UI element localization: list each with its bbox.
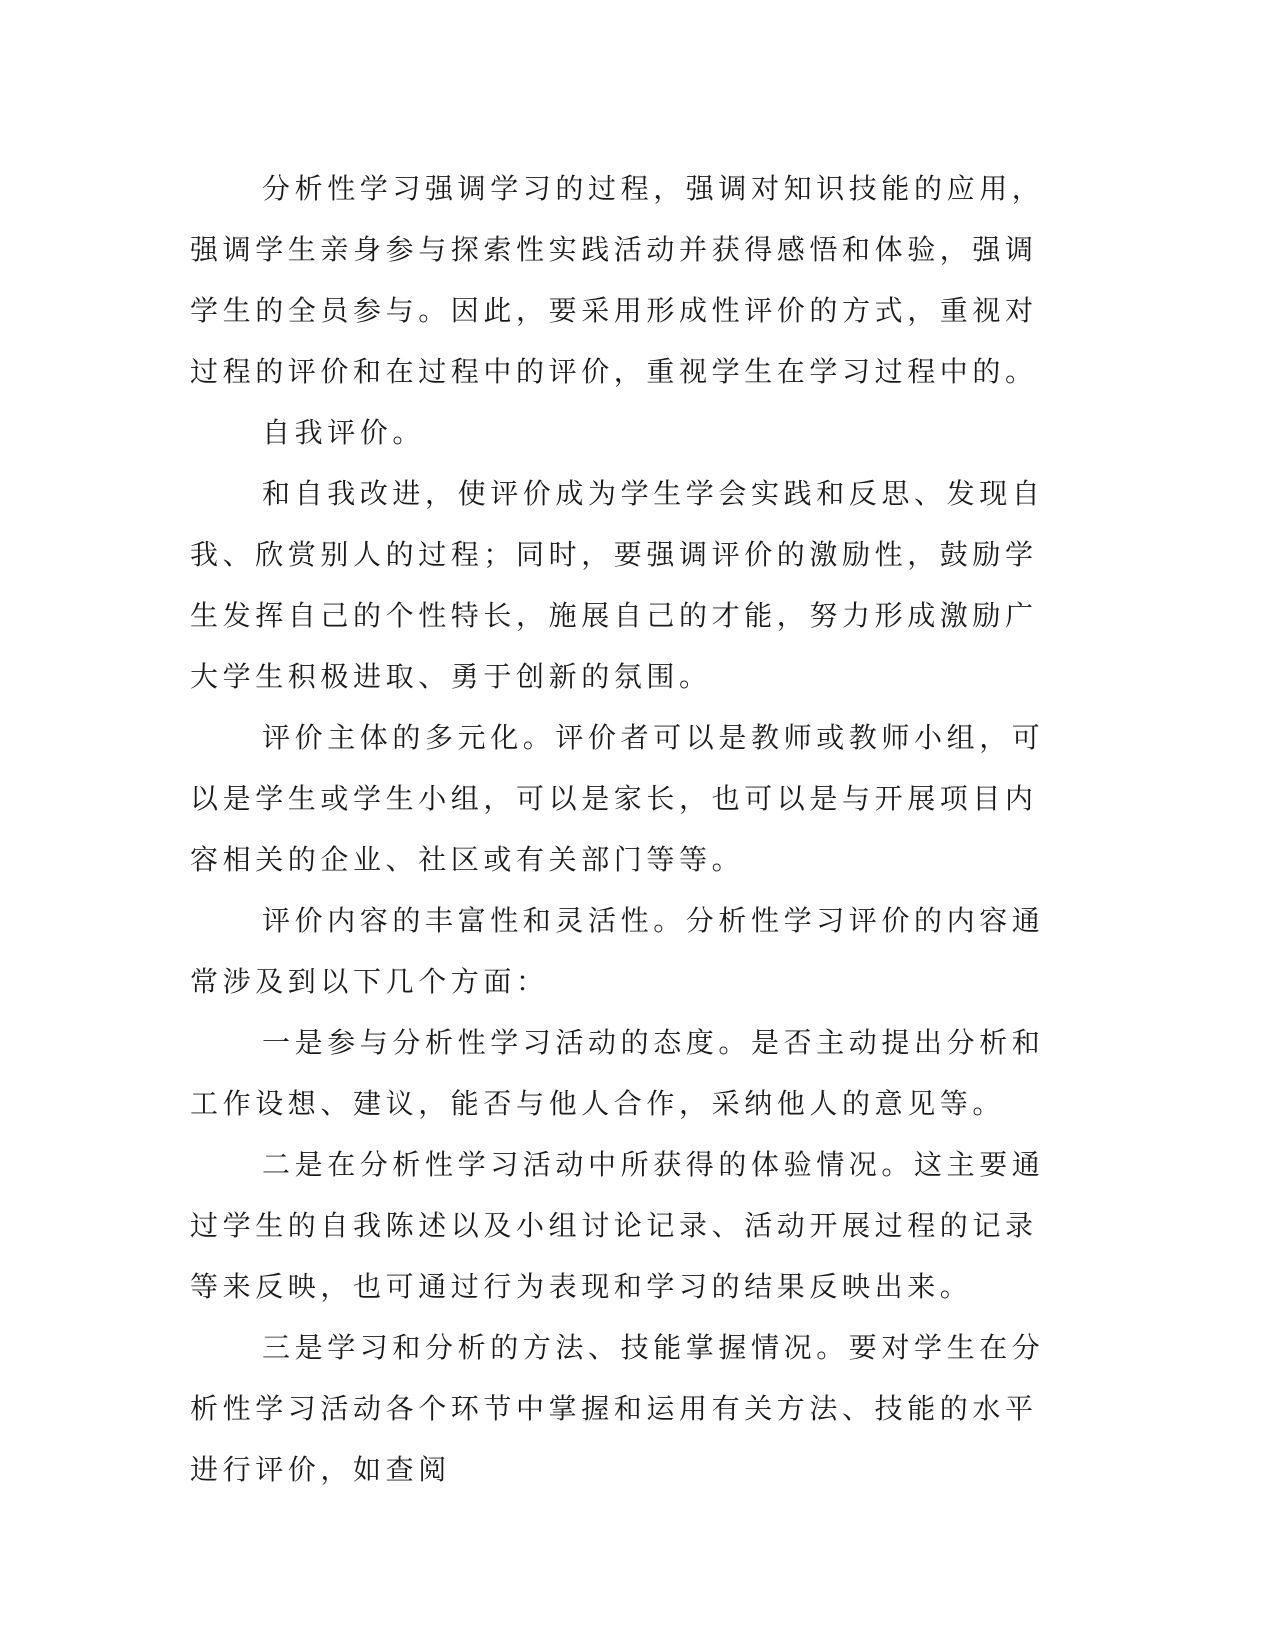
document-page — [190, 158, 1070, 1500]
paragraph-evaluation-content: 评价内容的丰富性和灵活性。分析性学习评价的内容通常涉及到以下几个方面： — [190, 904, 1045, 998]
paragraph-item-methods-skills: 三是学习和分析的方法、技能掌握情况。要对学生在分析性学习活动各个环节中掌握和运用有关方法、技能的水平进行评价，如查阅 — [190, 1331, 1045, 1486]
paragraph-process-evaluation: 分析性学习强调学习的过程，强调对知识技能的应用，强调学生亲身参与探索性实践活动并获得感悟和体验，强调学生的全员参与。因此，要采用形成性评价的方式，重视对过程的评价和在过程中的评价，重视学生在学习过程中的。 — [190, 172, 1045, 388]
paragraph-evaluator-diversity: 评价主体的多元化。评价者可以是教师或教师小组，可以是学生或学生小组，可以是家长，也可以是与开展项目内容相关的企业、社区或有关部门等等。 — [190, 721, 1045, 876]
paragraph-self-improvement: 和自我改进，使评价成为学生学会实践和反思、发现自我、欣赏别人的过程；同时，要强调评价的激励性，鼓励学生发挥自己的个性特长，施展自己的才能，努力形成激励广大学生积极进取、勇于创新的氛围。 — [190, 477, 1045, 693]
paragraph-self-evaluation: 自我评价。 — [262, 416, 426, 449]
paragraph-item-experience: 二是在分析性学习活动中所获得的体验情况。这主要通过学生的自我陈述以及小组讨论记录、活动开展过程的记录等来反映，也可通过行为表现和学习的结果反映出来。 — [190, 1148, 1045, 1303]
paragraph-item-attitude: 一是参与分析性学习活动的态度。是否主动提出分析和工作设想、建议，能否与他人合作，采纳他人的意见等。 — [190, 1026, 1045, 1120]
